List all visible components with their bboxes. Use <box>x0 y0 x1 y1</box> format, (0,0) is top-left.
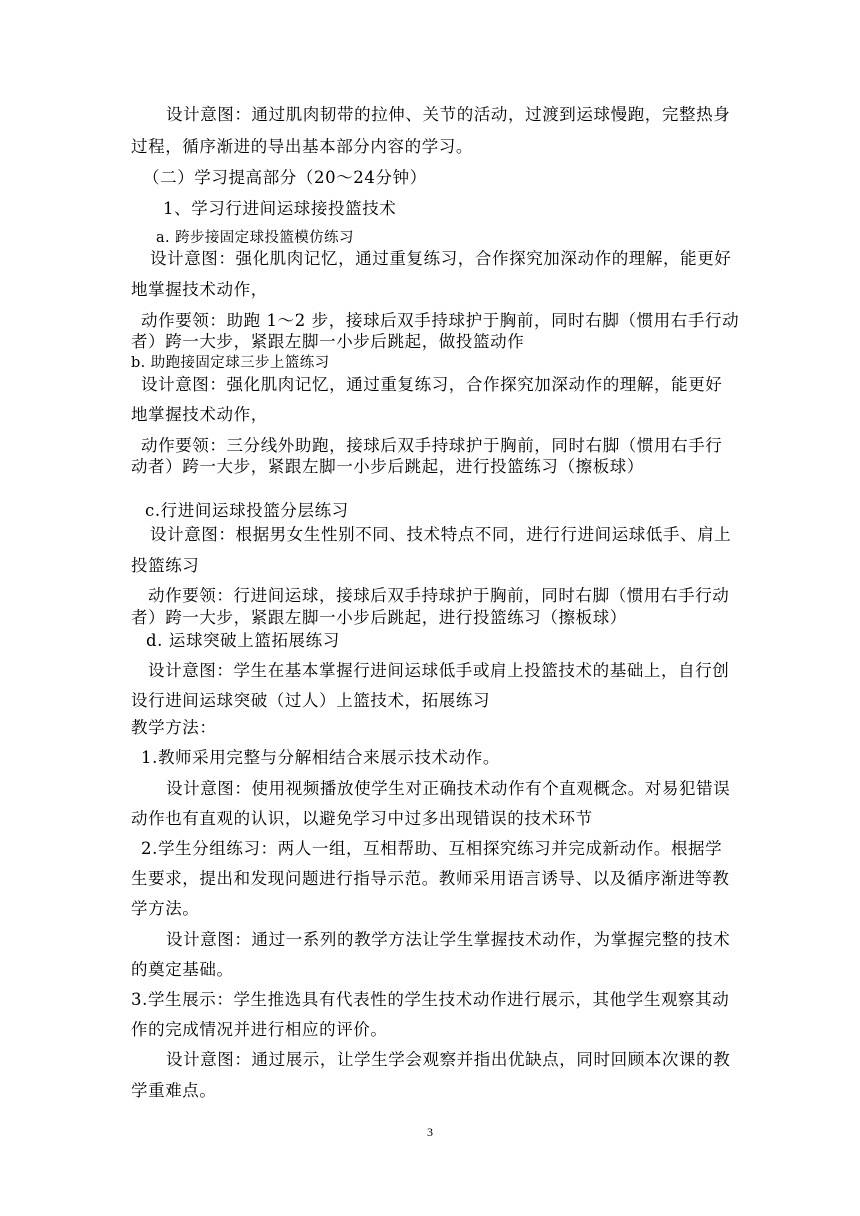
method-2-line-1: 2.学生分组练习：两人一组，互相帮助、互相探究练习并完成新动作。根据学 <box>141 839 723 858</box>
method-2-line-2: 生要求，提出和发现问题进行指导示范。教师采用语言诱导、以及循序渐进等教 <box>131 869 730 888</box>
method-2-intent-line-2: 的奠定基础。 <box>131 960 234 979</box>
method-1-intent-line-1: 设计意图：使用视频播放使学生对正确技术动作有个直观概念。对易犯错误 <box>166 779 731 798</box>
page-number: 3 <box>427 1125 433 1139</box>
exercise-c-intent-line-2: 投篮练习 <box>131 556 200 575</box>
exercise-b-essentials-line-2: 动者）跨一大步，紧跟左脚一小步后跳起，进行投篮练习（擦板球） <box>131 457 644 476</box>
exercise-c-title: c.行进间运球投篮分层练习 <box>145 501 349 520</box>
exercise-b-intent-line-1: 设计意图：强化肌肉记忆，通过重复练习，合作探究加深动作的理解，能更好 <box>141 375 723 394</box>
design-intent-warmup-line-2: 过程，循序渐进的导出基本部分内容的学习。 <box>131 137 473 156</box>
exercise-c-essentials-line-2: 者）跨一大步，紧跟左脚一小步后跳起，进行投篮练习（擦板球） <box>131 608 627 627</box>
teaching-methods-heading: 教学方法： <box>131 718 217 737</box>
method-2-line-3: 学方法。 <box>131 899 200 918</box>
exercise-a-title: a. 跨步接固定球投篮模仿练习 <box>156 230 354 246</box>
method-1-intent-line-2: 动作也有直观的认识，以避免学习中过多出现错误的技术环节 <box>131 809 593 828</box>
method-3-intent-line-2: 学重难点。 <box>131 1081 217 1100</box>
exercise-d-title: d. 运球突破上篮拓展练习 <box>146 631 340 650</box>
exercise-c-essentials-line-1: 动作要领：行进间运球，接球后双手持球护于胸前，同时右脚（惯用右手行动 <box>148 586 730 605</box>
method-3-line-2: 作的完成情况并进行相应的评价。 <box>131 1020 388 1039</box>
exercise-a-essentials-line-2: 者）跨一大步，紧跟左脚一小步后跳起，做投篮动作 <box>131 332 525 351</box>
section-heading-learning-part: （二）学习提高部分（20～24分钟） <box>143 168 427 187</box>
exercise-b-intent-line-2: 地掌握技术动作， <box>131 405 268 424</box>
method-2-intent-line-1: 设计意图：通过一系列的教学方法让学生掌握技术动作，为掌握完整的技术 <box>166 930 731 949</box>
exercise-b-title: b. 助跑接固定球三步上篮练习 <box>131 355 330 371</box>
method-3-line-1: 3.学生展示：学生推选具有代表性的学生技术动作进行展示，其他学生观察其动 <box>131 990 730 1009</box>
exercise-d-intent-line-1: 设计意图：学生在基本掌握行进间运球低手或肩上投篮技术的基础上，自行创 <box>148 661 730 680</box>
method-3-intent-line-1: 设计意图：通过展示，让学生学会观察并指出优缺点，同时回顾本次课的教 <box>166 1050 731 1069</box>
method-1-text: 1.教师采用完整与分解相结合来展示技术动作。 <box>141 748 500 767</box>
exercise-c-intent-line-1: 设计意图：根据男女生性别不同、技术特点不同，进行行进间运球低手、肩上 <box>150 525 732 544</box>
design-intent-warmup-line-1: 设计意图：通过肌肉韧带的拉伸、关节的活动，过渡到运球慢跑，完整热身 <box>166 105 731 124</box>
exercise-a-intent-line-1: 设计意图：强化肌肉记忆，通过重复练习，合作探究加深动作的理解，能更好 <box>150 249 732 268</box>
exercise-b-essentials-line-1: 动作要领：三分线外助跑，接球后双手持球护于胸前，同时右脚（惯用右手行 <box>141 436 723 455</box>
exercise-a-essentials-line-1: 动作要领：助跑 1～2 步，接球后双手持球护于胸前，同时右脚（惯用右手行动 <box>141 311 740 330</box>
exercise-d-intent-line-2: 设行进间运球突破（过人）上篮技术，拓展练习 <box>131 691 491 710</box>
exercise-a-intent-line-2: 地掌握技术动作， <box>131 280 268 299</box>
subheading-layup-technique: 1、学习行进间运球接投篮技术 <box>163 199 397 218</box>
